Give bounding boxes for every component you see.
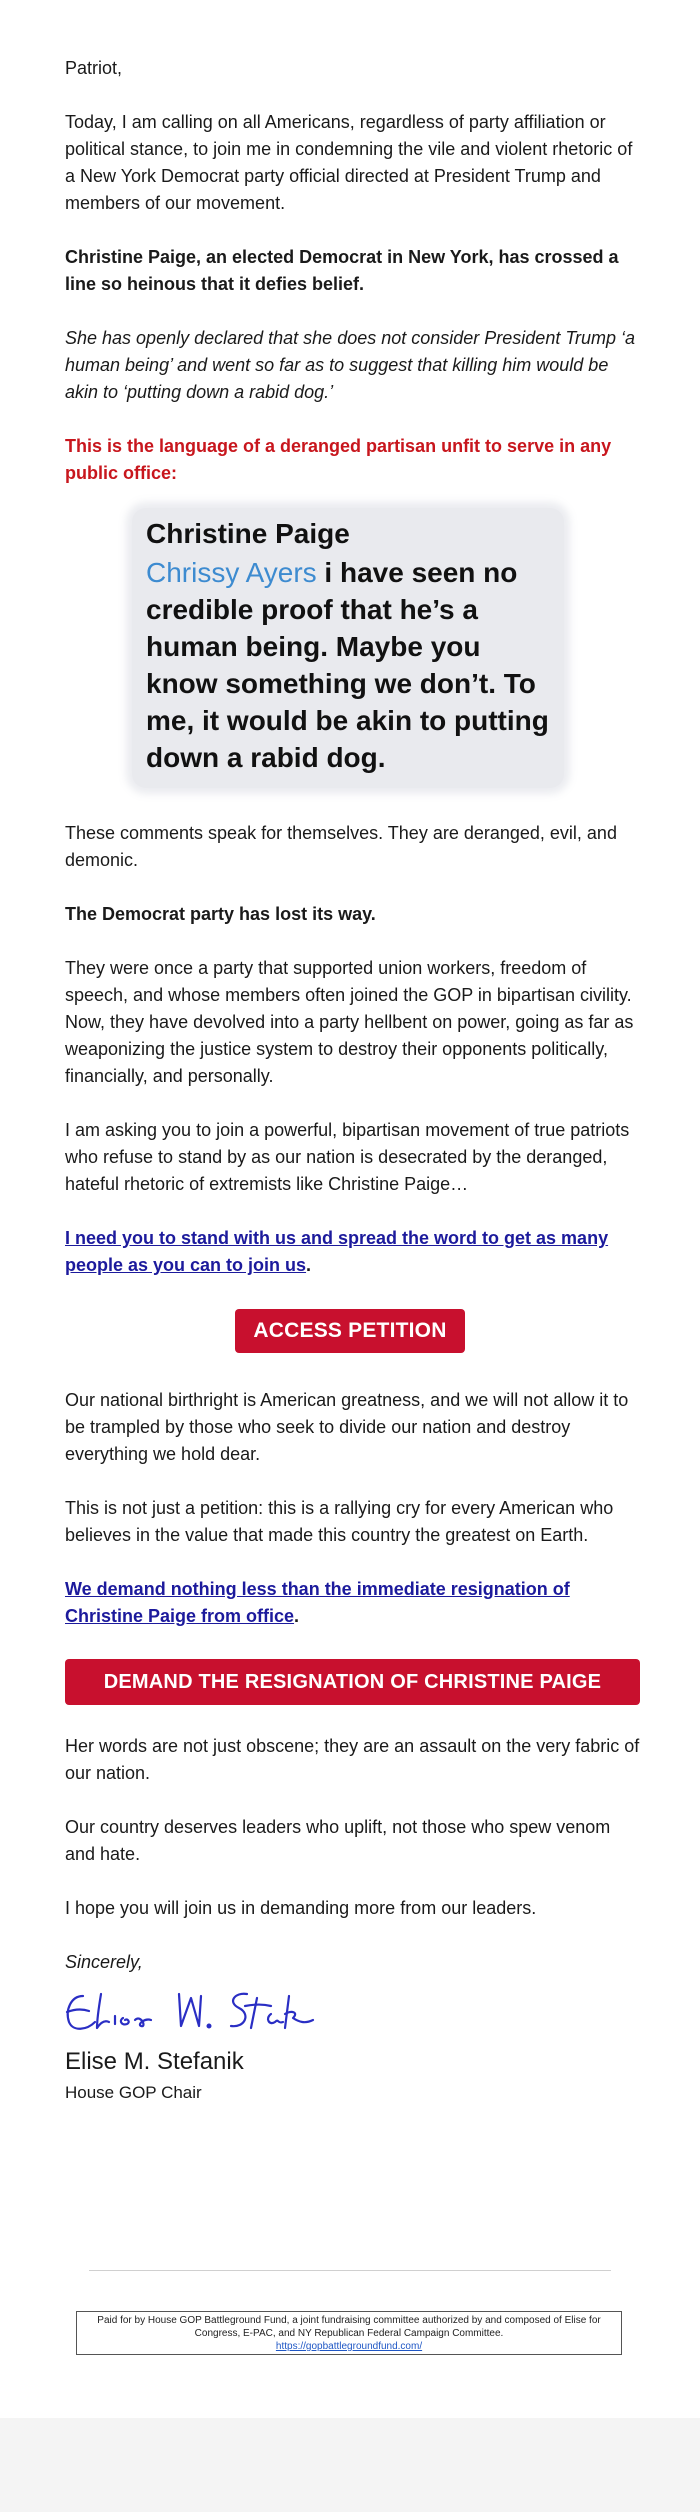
- quote-mention: Chrissy Ayers: [146, 557, 317, 588]
- demand-resignation-link[interactable]: We demand nothing less than the immediate resignation of Christine Paige from office: [65, 1579, 570, 1626]
- lost-way-paragraph: The Democrat party has lost its way.: [65, 904, 376, 924]
- disclaimer-link[interactable]: https://gopbattlegroundfund.com/: [275, 2341, 423, 2352]
- demand-resignation-button[interactable]: DEMAND THE RESIGNATION OF CHRISTINE PAIGE: [65, 1659, 640, 1705]
- birthright-paragraph: Our national birthright is American greatness, and we will not allow it to be trampled by those who seek to divide our nation and destroy everything we hold dear.: [65, 1390, 629, 1464]
- accusation-paragraph: Christine Paige, an elected Democrat in New York, has crossed a line so heinous that it defies belief.: [65, 247, 619, 294]
- salutation: Patriot,: [65, 58, 123, 78]
- paid-for-disclaimer: [76, 2311, 622, 2355]
- footer-background: [0, 2418, 700, 2512]
- quote-summary-paragraph: She has openly declared that she does not consider President Trump ‘a human being’ and went so far as to suggest that killing him would be akin to ‘putting down a rabid dog.’: [65, 328, 636, 402]
- quote-author: Christine Paige: [146, 518, 350, 549]
- ask-paragraph: I am asking you to join a powerful, bipartisan movement of true patriots who refuse to stand by as our nation is desecrated by the deranged, hateful rhetoric of extremists like Christine Paige…: [65, 1120, 630, 1194]
- red-callout: This is the language of a deranged partisan unfit to serve in any public office:: [65, 436, 612, 483]
- intro-paragraph: Today, I am calling on all Americans, regardless of party affiliation or political stance, to join me in condemning the vile and violent rhetoric of a New York Democrat party official directed at President Trump and members of our movement.: [65, 112, 633, 213]
- hope-paragraph: I hope you will join us in demanding more from our leaders.: [65, 1898, 537, 1918]
- quote-text: [146, 554, 556, 776]
- leaders-paragraph: Our country deserves leaders who uplift, not those who spew venom and hate.: [65, 1817, 611, 1864]
- comments-paragraph: These comments speak for themselves. They are deranged, evil, and demonic.: [65, 823, 617, 870]
- join-us-link[interactable]: I need you to stand with us and spread the word to get as many people as you can to join us: [65, 1228, 609, 1275]
- link-paragraph-1: I need you to stand with us and spread the word to get as many people as you can to join us.: [65, 1228, 609, 1275]
- quote-body: i have seen no credible proof that he’s a human being. Maybe you know something we don’t. To me, it would be akin to putting down a rabid dog.: [146, 557, 549, 773]
- quote-screenshot: [132, 508, 564, 788]
- history-paragraph: They were once a party that supported union workers, freedom of speech, and whose members often joined the GOP in bipartisan civility. Now, they have devolved into a party hellbent on power, going as far as weaponizing the justice system to destroy their opponents politically, financially, and personally.: [65, 958, 634, 1086]
- signer-title: House GOP Chair: [65, 2083, 202, 2102]
- closing: Sincerely,: [65, 1952, 143, 1972]
- access-petition-button[interactable]: ACCESS PETITION: [235, 1309, 465, 1353]
- signature-image: [61, 1982, 331, 2044]
- obscene-paragraph: Her words are not just obscene; they are an assault on the very fabric of our nation.: [65, 1736, 640, 1783]
- rallying-cry-paragraph: This is not just a petition: this is a rallying cry for every American who believes in the value that made this country the greatest on Earth.: [65, 1498, 614, 1545]
- disclaimer-text: Paid for by House GOP Battleground Fund, a joint fundraising committee authorized by and composed of Elise for Congress, E-PAC, and NY Republican Federal Campaign Committee.: [97, 2315, 601, 2339]
- signer-name: Elise M. Stefanik: [65, 2048, 244, 2075]
- link-paragraph-2: We demand nothing less than the immediate resignation of Christine Paige from office.: [65, 1579, 570, 1626]
- footer-divider: [89, 2270, 611, 2271]
